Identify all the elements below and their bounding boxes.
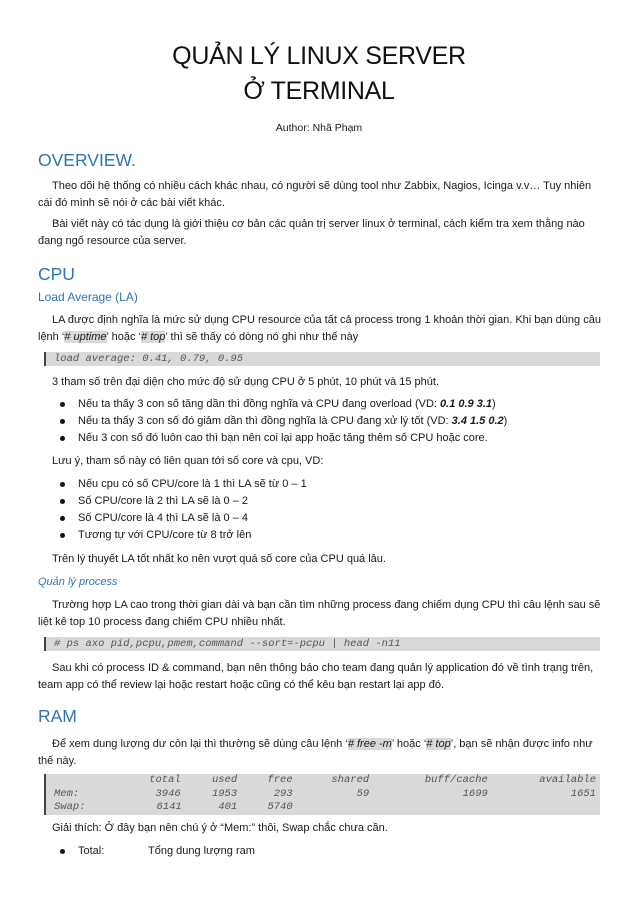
overview-heading: OVERVIEW. xyxy=(38,150,136,170)
cpu-heading: CPU xyxy=(38,264,75,284)
table-row xyxy=(45,801,600,815)
table-cell: 6141 xyxy=(156,801,182,813)
process-heading: Quản lý process xyxy=(38,576,118,588)
ram-heading: RAM xyxy=(38,706,77,726)
cpu-p1-text-b: ’ hoặc ‘ xyxy=(106,331,141,343)
list-item: Nếu cpu có số CPU/core là 1 thì LA sẽ từ 0 – 1 xyxy=(56,476,307,493)
table-header: buff/cache xyxy=(424,774,488,786)
top-command: # top xyxy=(426,738,451,750)
list-item: Số CPU/core là 4 thì LA sẽ là 0 – 4 xyxy=(56,510,307,527)
cpu-paragraph-1 xyxy=(38,312,604,346)
table-cell: 293 xyxy=(273,787,293,800)
list-item xyxy=(56,430,507,447)
uptime-command: # uptime xyxy=(64,331,107,343)
ram-fields-list xyxy=(56,843,255,860)
ram-p1-text-b: ’ hoặc ‘ xyxy=(391,738,427,750)
free-command: # free -m xyxy=(347,738,392,750)
table-cell: 5740 xyxy=(267,801,293,813)
cpu-paragraph-3: Lưu ý, tham số này có liên quan tới số core và cpu, VD: xyxy=(52,455,324,467)
process-paragraph-2: Sau khi có process ID & command, bạn nên thông báo cho team đang quản lý application đó về tình trạng trên, team app có thể review lại hoặc restart hoặc cũng có thể kêu bạn restart lại app đó. xyxy=(38,662,594,691)
ram-paragraph-1 xyxy=(38,736,604,770)
list-item: Số CPU/core là 2 thì LA sẽ là 0 – 2 xyxy=(56,493,307,510)
ram-p1-text-a: Để xem dung lượng dư còn lại thì thường sẽ dùng câu lệnh ‘ xyxy=(52,738,348,750)
ps-command-code-block: # ps axo pid,pcpu,pmem,command --sort=-pcpu | head -n11 xyxy=(44,637,600,651)
table-cell: 1953 xyxy=(211,787,238,800)
list-item xyxy=(56,843,255,860)
bullet-example: 3.4 1.5 0.2 xyxy=(451,415,504,427)
bullet-example: 0.1 0.9 3.1 xyxy=(440,398,493,410)
ram-paragraph-2: Giải thích: Ở đây bạn nên chú ý ở “Mem:” thôi, Swap chắc chưa cần. xyxy=(52,822,388,834)
core-count-list xyxy=(56,476,307,544)
author-line: Author: Nhã Phạm xyxy=(275,122,363,134)
table-header: available xyxy=(539,774,596,786)
cpu-paragraph-2: 3 tham số trên đại diện cho mức độ sử dụng CPU ở 5 phút, 10 phút và 15 phút. xyxy=(52,376,440,388)
cpu-p1-text-c: ’ thì sẽ thấy có dòng nó ghi như thế này xyxy=(165,331,359,343)
bullet-text: Nếu ta thấy 3 con số tăng dần thì đồng nghĩa và CPU đang overload (VD: xyxy=(78,398,441,410)
top-command: # top xyxy=(140,331,166,343)
load-average-heading: Load Average (LA) xyxy=(38,290,138,304)
table-cell xyxy=(297,801,374,815)
process-paragraph-1: Trường hợp LA cao trong thời gian dài và bạn cần tìm những process đang chiếm dụng CPU thì câu lệnh sau sẽ liệt kê top 10 process đang chiếm CPU nhiều nhất. xyxy=(38,599,601,628)
table-cell xyxy=(492,801,600,815)
bullet-text: Nếu 3 con số đó luôn cao thì bạn nên coi lại app hoặc tăng thêm số CPU hoặc core. xyxy=(78,432,488,444)
overview-paragraph-2: Bài viết này có tác dụng là giới thiệu cơ bản các quản trị server linux ở terminal, cách kiểm tra xem thằng nào đang ngố resource của server. xyxy=(38,218,585,247)
table-header: total xyxy=(149,774,181,786)
table-cell: 3946 xyxy=(155,787,181,800)
table-cell: 59 xyxy=(356,787,370,800)
load-trend-list xyxy=(56,396,507,447)
load-average-code-block: load average: 0.41, 0.79, 0.95 xyxy=(44,352,600,366)
list-item xyxy=(56,396,507,413)
list-item xyxy=(56,413,507,430)
ram-p1-text-c: ’, bạn sẽ nhận được info như thế này. xyxy=(38,738,593,767)
table-cell xyxy=(373,801,492,815)
bullet-end: ) xyxy=(492,398,496,410)
table-header xyxy=(45,774,118,788)
doc-title-line2: Ở TERMINAL xyxy=(243,77,395,105)
cpu-paragraph-4: Trên lý thuyết LA tốt nhất ko nên vượt quá số core của CPU quá lâu. xyxy=(52,553,386,565)
doc-title-line1: QUẢN LÝ LINUX SERVER xyxy=(172,42,466,70)
table-cell: Mem: xyxy=(54,787,80,800)
table-cell: 1651 xyxy=(570,787,596,800)
bullet-text: Nếu ta thấy 3 con số đó giảm dần thì đồng nghĩa là CPU đang xử lý tốt (VD: xyxy=(78,415,452,427)
table-header-row xyxy=(45,774,600,788)
cpu-p1-text-a: LA được định nghĩa là mức sử dụng CPU resource của tất cả process trong 1 khoản thời gian. Khi bạn dùng câu lệnh ‘ xyxy=(38,314,601,343)
table-cell: 401 xyxy=(218,801,238,813)
field-term: Total: xyxy=(78,845,105,857)
overview-paragraph-1: Theo dõi hệ thống có nhiều cách khác nhau, có người sẽ dùng tool như Zabbix, Nagios, Icinga v.v… Tuy nhiên cái đó mình sẽ nói ở các bài viết khác. xyxy=(38,180,592,209)
field-description: Tổng dung lượng ram xyxy=(148,845,255,857)
table-header: used xyxy=(211,774,238,786)
table-cell: 1699 xyxy=(462,787,488,800)
table-cell: Swap: xyxy=(54,801,86,813)
free-output-table xyxy=(44,774,600,815)
table-header: free xyxy=(267,774,293,786)
table-header: shared xyxy=(331,774,370,786)
bullet-end: ) xyxy=(503,415,508,427)
list-item: Tương tự với CPU/core từ 8 trở lên xyxy=(56,527,307,544)
table-row xyxy=(45,788,600,802)
